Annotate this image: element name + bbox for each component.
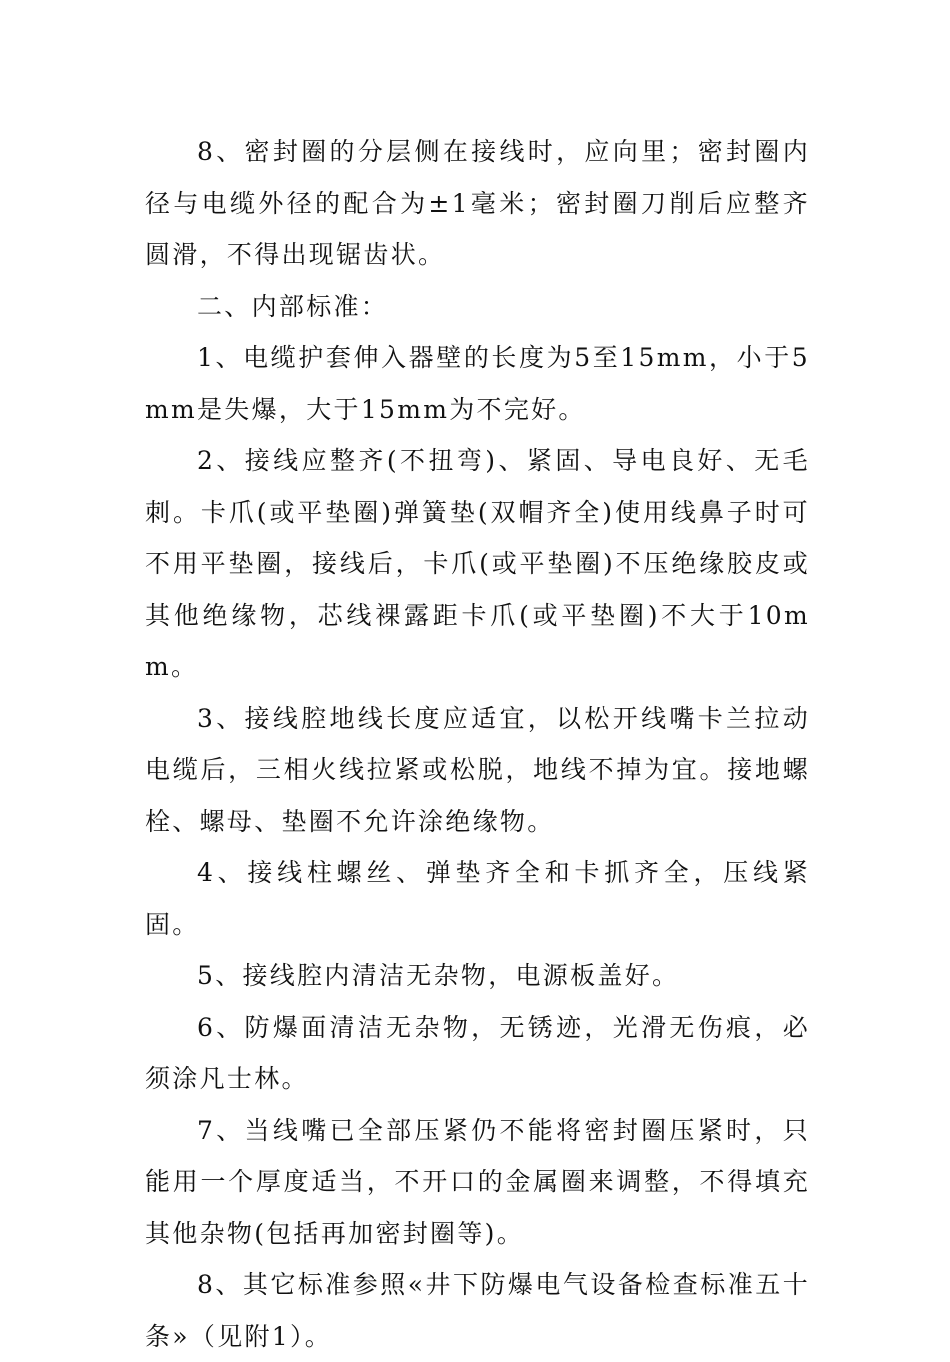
paragraph-item-5: 5、接线腔内清洁无杂物，电源板盖好。 xyxy=(197,961,680,990)
paragraph-item-4: 4、接线柱螺丝、弹垫齐全和卡抓齐全，压线紧固。 xyxy=(145,858,810,939)
paragraph-item-8: 8、其它标准参照«井下防爆电气设备检查标准五十条»（见附1）。 xyxy=(145,1270,810,1351)
paragraph-item-1: 1、电缆护套伸入器壁的长度为5至15mm，小于5mm是失爆，大于15mm为不完好。 xyxy=(145,343,810,424)
paragraph-item-7: 7、当线嘴已全部压紧仍不能将密封圈压紧时，只能用一个厚度适当，不开口的金属圈来调整，不得填充其他杂物(包括再加密封圈等)。 xyxy=(145,1115,810,1248)
paragraph-item-3: 3、接线腔地线长度应适宜，以松开线嘴卡兰拉动电缆后，三相火线拉紧或松脱，地线不掉为宜。接地螺栓、螺母、垫圈不允许涂绝缘物。 xyxy=(145,703,810,836)
document-body xyxy=(145,126,810,1362)
section-heading-internal-standards: 二、内部标准： xyxy=(197,291,389,321)
paragraph-item-6: 6、防爆面清洁无杂物，无锈迹，光滑无伤痕，必须涂凡士林。 xyxy=(145,1012,810,1093)
paragraph-item-2: 2、接线应整齐(不扭弯)、紧固、导电良好、无毛刺。卡爪(或平垫圈)弹簧垫(双帽齐全)使用线鼻子时可不用平垫圈，接线后，卡爪(或平垫圈)不压绝缘胶皮或其他绝缘物，芯线裸露距卡爪(或平垫圈)不大于10mm。 xyxy=(145,446,810,681)
paragraph-sealing-ring-8: 8、密封圈的分层侧在接线时，应向里；密封圈内径与电缆外径的配合为±1毫米；密封圈刀削后应整齐圆滑，不得出现锯齿状。 xyxy=(145,137,810,269)
